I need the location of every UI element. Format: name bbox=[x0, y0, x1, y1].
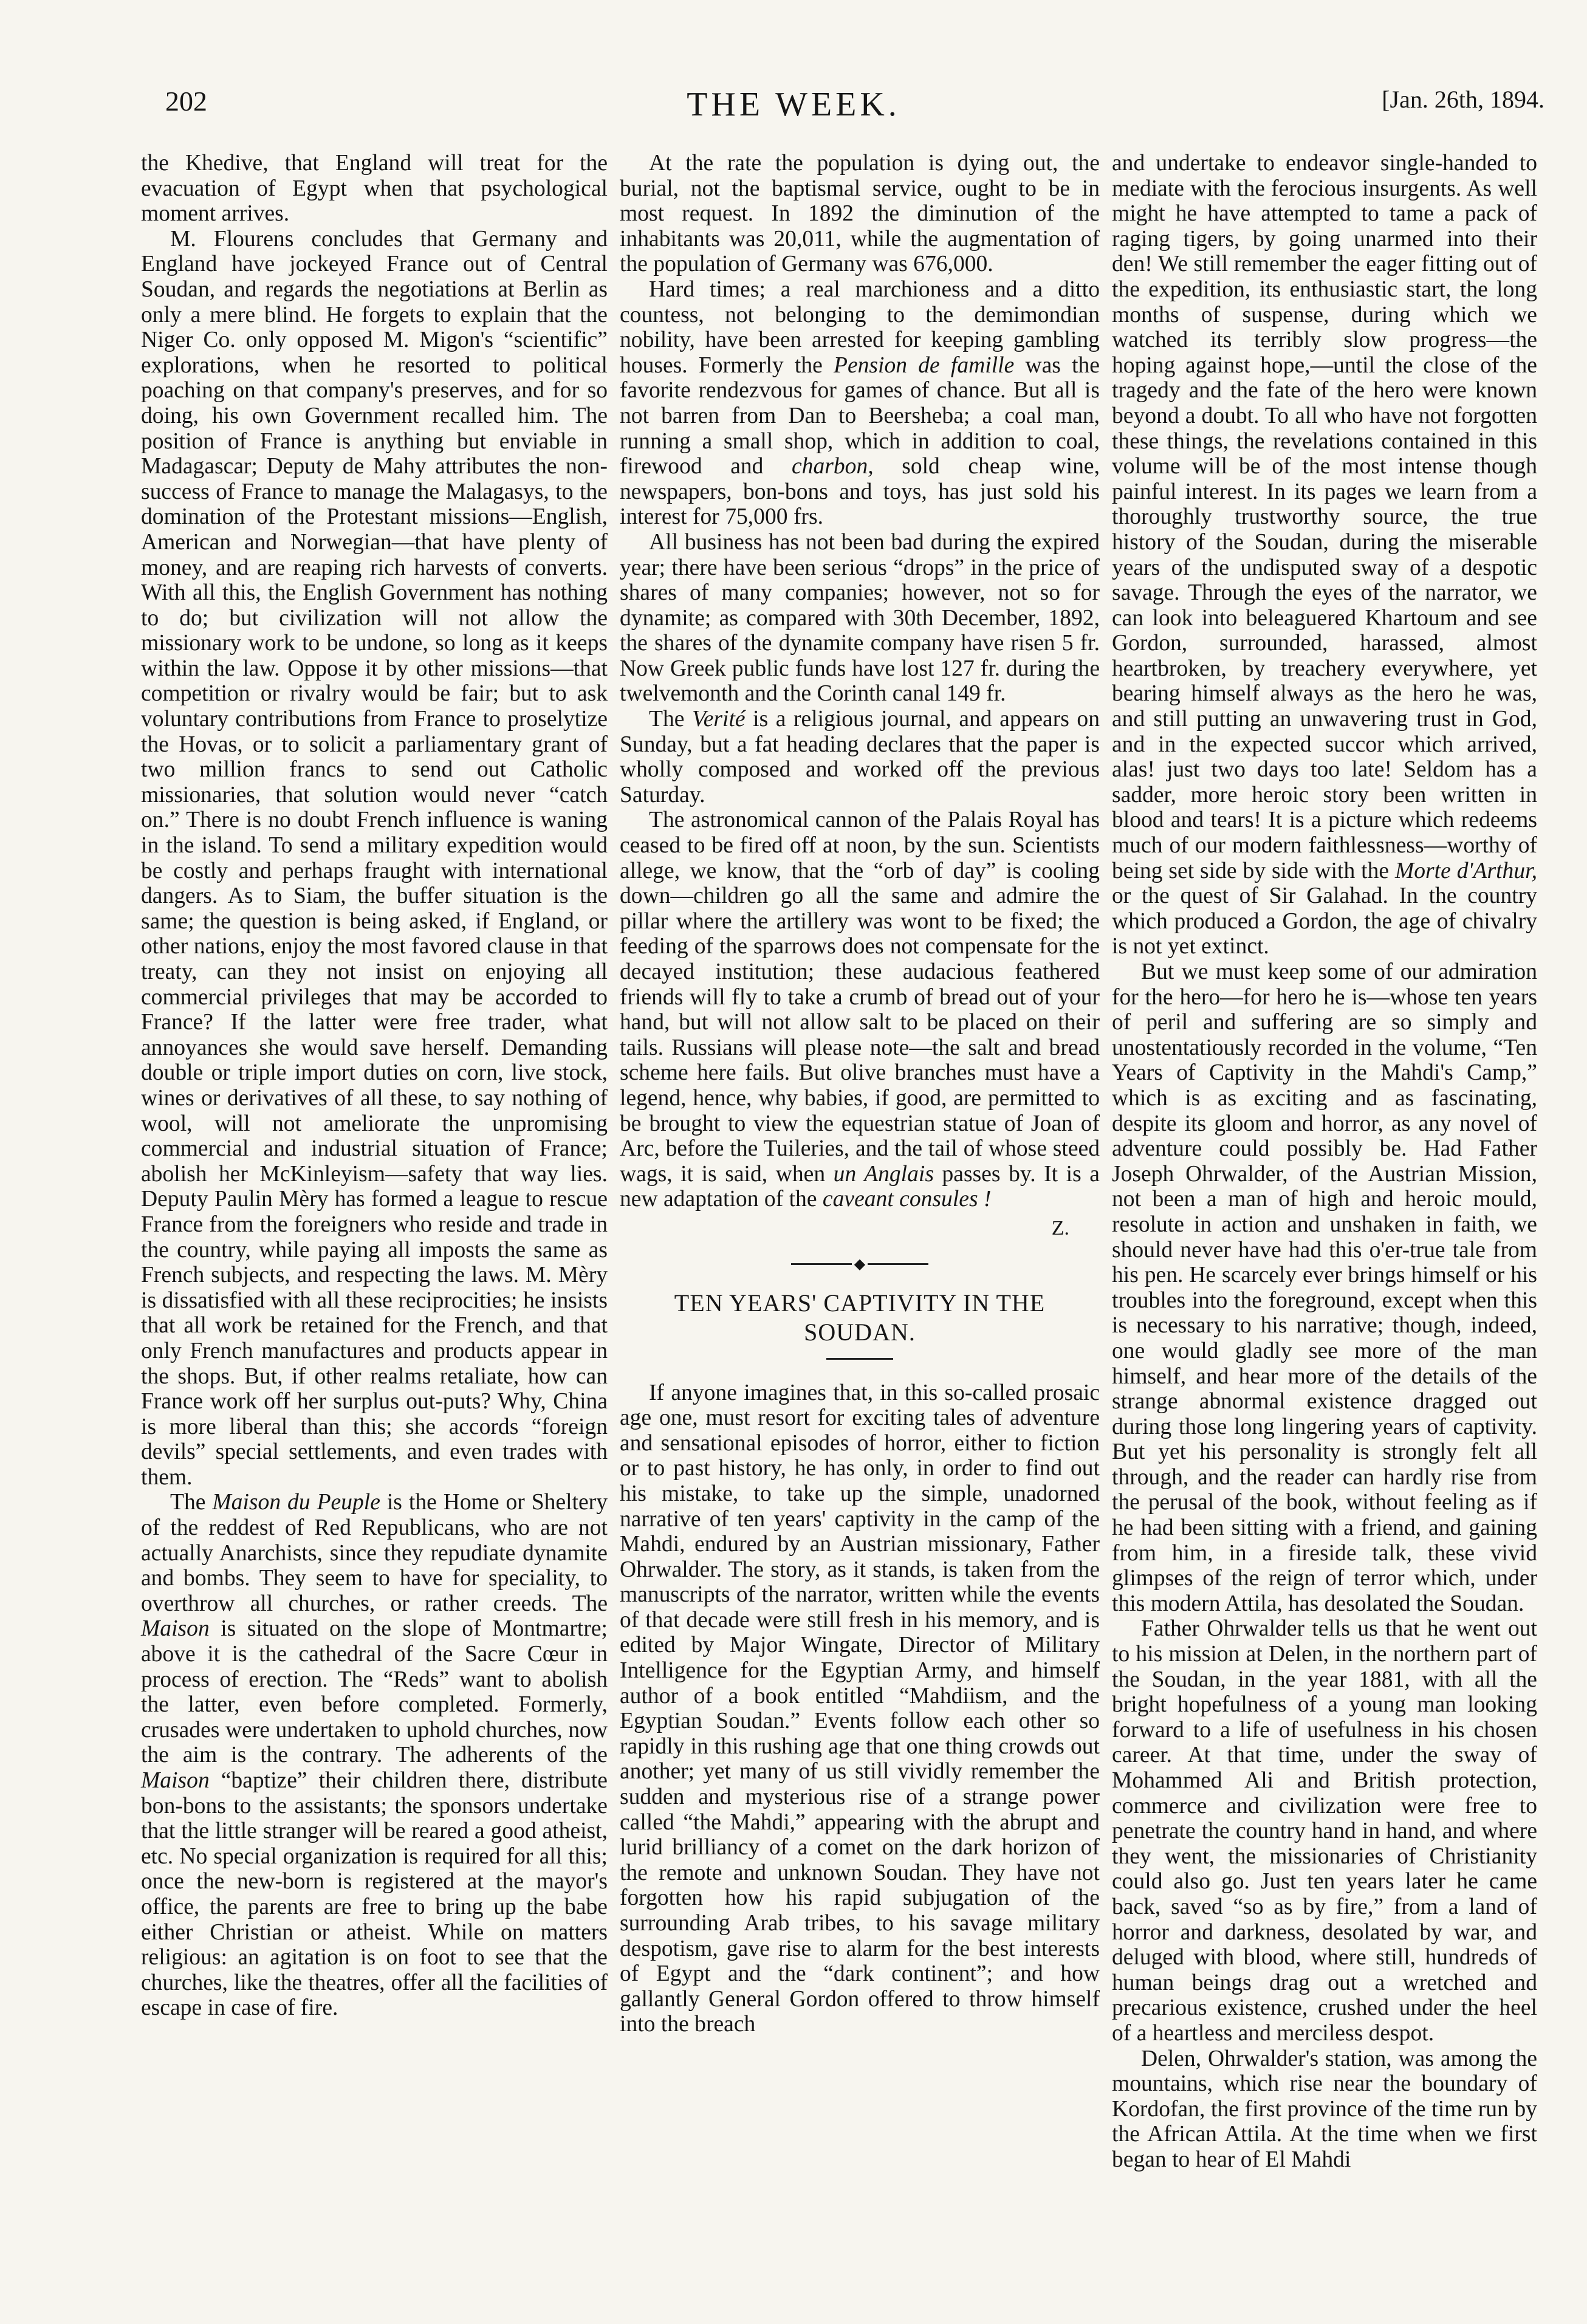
paragraph: Hard times; a real marchioness and a ditto countess, not belonging to the demimondian nobility, have been arrested for keeping gambling houses. Formerly the Pension de famille was the favorite rendezvous for games of chance. But all is not barren from Dan to Beersheba; a coal man, running a small shop, which in addition to coal, firewood and charbon, sold cheap wine, newspapers, bon-bons and toys, has just sold his interest for 75,000 frs. bbox=[620, 276, 1100, 530]
paragraph: M. Flourens concludes that Germany and England have jockeyed France out of Central Soudan, and regards the negotiations at Berlin as only a mere blind. He forgets to explain that the Niger Co. only opposed M. Migon's “scientific” explorations, when he resorted to political poaching on that company's preserves, and for so doing, his own Government recalled him. The position of France is anything but enviable in Madagascar; Deputy de Mahy attributes the non-success of France to manage the Malagasys, to the domination of the Protestant missions—English, American and Norwegian—that have plenty of money, and are reaping rich harvests of converts. With all this, the English Government has nothing to do; but civilization will not allow the missionary work to be undone, so long as it keeps within the law. Oppose it by other missions—that competition or rivalry would be fair; but to ask voluntary contributions from France to proselytize the Hovas, or to solicit a parliamentary grant of two million francs to send out Catholic missionaries, that solution would never “catch on.” There is no doubt French influence is waning in the island. To send a military expedition would be costly and perhaps fraught with international dangers. As to Siam, the buffer situation is the same; the question is being asked, if England, or other nations, enjoy the most favored clause in that treaty, can they not insist on enjoying all commercial privileges that may be accorded to France? If the latter were free trader, what annoyances she would save herself. Demanding double or triple import duties on corn, live stock, wines or derivatives of all these, to say nothing of wool, will not ameliorate the unpromising commercial and industrial situation of France; abolish her McKinleyism—safety that way lies. Deputy Paulin Mèry has formed a league to rescue France from the foreigners who reside and trade in the country, while paying all imposts the same as French subjects, and respecting the laws. M. Mèry is dissatisfied with all these reciprocities; he insists that all work be retained for the French, and that only French manufactures and products appear in the shops. But, if other realms retaliate, how can France work off her surplus out-puts? Why, China is more liberal than this; she accords “foreign devils” special settlements, and even trades with them. bbox=[141, 226, 608, 1490]
page-number: 202 bbox=[165, 86, 207, 117]
column-1 bbox=[141, 151, 608, 2021]
article-title: TEN YEARS' CAPTIVITY IN THE SOUDAN. bbox=[674, 1289, 1046, 1346]
paragraph: the Khedive, that England will treat for the evacuation of Egypt when that psychological moment arrives. bbox=[141, 151, 608, 227]
paragraph: and undertake to endeavor single-handed to mediate with the ferocious insurgents. As well might he have attempted to tame a pack of raging tigers, by going unarmed into their den! We still remember the eager fitting out of the expedition, its enthusiastic start, the long months of suspense, during which we watched its terribly slow progress—the hoping against hope,—until the close of the tragedy and the fate of the hero were known beyond a doubt. To all who have not forgotten these things, the revelations contained in this volume will be of the most intense though painful interest. In its pages we learn from a thoroughly trustworthy source, the true history of the Soudan, during the miserable years of the undisputed sway of a despotic savage. Through the eyes of the narrator, we can look into beleaguered Khartoum and see Gordon, surrounded, harassed, almost heartbroken, by treachery everywhere, yet bearing himself always as the hero he was, and still putting an unwavering trust in God, and in the expected succor which arrived, alas! just two days too late! Seldom has a sadder, more heroic story been written in blood and tears! It is a picture which redeems much of our modern faithlessness—worthy of being set side by side with the Morte d'Arthur, or the quest of Sir Galahad. In the country which produced a Gordon, the age of chivalry is not yet extinct. bbox=[1112, 151, 1537, 959]
paragraph: If anyone imagines that, in this so-called prosaic age one, must resort for exciting tales of adventure and sensational episodes of horror, either to fiction or to past history, he has only, in order to find out his mistake, to take up the simple, unadorned narrative of ten years' captivity in the camp of the Mahdi, endured by an Austrian missionary, Father Ohrwalder. The story, as it stands, is taken from the manuscripts of the narrator, written while the events of that decade were still fresh in his memory, and is edited by Major Wingate, Director of Military Intelligence for the Egyptian Army, and himself author of a book entitled “Mahdiism, and the Egyptian Soudan.” Events follow each other so rapidly in this rushing age that one thing crowds out another; yet many of us still vividly remember the sudden and mysterious rise of a strange power called “the Mahdi,” appearing with the abrupt and lurid brilliancy of a comet on the dark horizon of the remote and unknown Soudan. They have not forgotten how his rapid subjugation of the surrounding Arab tribes, to his savage military despotism, gave rise to alarm for the best interests of Egypt and the “dark continent”; and how gallantly General Gordon offered to throw himself into the breach bbox=[620, 1380, 1100, 2037]
section-divider bbox=[620, 1257, 1100, 1272]
paragraph: Father Ohrwalder tells us that he went out to his mission at Delen, in the northern part of the Soudan, in the year 1881, with all the bright hopefulness of a young man looking forward to a life of usefulness in his chosen career. At that time, under the sway of Mohammed Ali and British protection, commerce and civilization were free to penetrate the country hand in hand, and where they went, the missionaries of Christianity could also go. Just ten years later he came back, saved “so as by fire,” from a land of horror and darkness, desolated by war, and deluged with blood, where still, hundreds of human beings drag out a wretched and precarious existence, crushed under the heel of a heartless and merciless despot. bbox=[1112, 1616, 1537, 2046]
column-3 bbox=[1112, 151, 1537, 2173]
column-2 bbox=[620, 151, 1100, 2037]
title-rule bbox=[826, 1358, 893, 1360]
paragraph: All business has not been bad during the expired year; there have been serious “drops” in the price of shares of many companies; however, not so for dynamite; as compared with 30th December, 1892, the shares of the dynamite company have risen 5 fr. Now Greek public funds have lost 127 fr. during the twelvemonth and the Corinth canal 149 fr. bbox=[620, 529, 1100, 707]
paragraph: Delen, Ohrwalder's station, was among the mountains, which rise near the boundary of Kordofan, the first province of the time run by the African Attila. At the time when we first began to hear of El Mahdi bbox=[1112, 2046, 1537, 2172]
masthead-title: THE WEEK. bbox=[687, 86, 900, 123]
paragraph: The astronomical cannon of the Palais Royal has ceased to be fired off at noon, by the sun. Scientists allege, we know, that the “orb of day” is cooling down—children go all the same and admire the pillar where the artillery was wont to be fixed; the feeding of the sparrows does not compensate for the decayed institution; these audacious feathered friends will fly to take a crumb of bread out of your hand, but will not allow salt to be placed on their tails. Russians will please note—the salt and bread scheme here fails. But olive branches must have a legend, hence, why babies, if good, are permitted to be brought to view the equestrian statue of Joan of Arc, before the Tuileries, and the tail of whose steed wags, it is said, when un Anglais passes by. It is a new adaptation of the caveant consules ! bbox=[620, 807, 1100, 1212]
paragraph: At the rate the population is dying out, the burial, not the baptismal service, ought to be in most request. In 1892 the diminution of the inhabitants was 20,011, while the augmentation of the population of Germany was 676,000. bbox=[620, 151, 1100, 277]
paragraph: But we must keep some of our admiration for the hero—for hero he is—whose ten years of peril and suffering are so simply and unostentatiously recorded in the volume, “Ten Years of Captivity in the Mahdi's Camp,” which is as exciting and as fascinating, despite its gloom and horror, as any novel of adventure could possibly be. Had Father Joseph Ohrwalder, of the Austrian Mission, not been a man of high and heroic mould, resolute in action and unshaken in faith, we should never have had this o'er-true tale from his pen. He scarcely ever brings himself or his troubles into the foreground, except when this is necessary to his narrative; though, indeed, one would gladly see more of the man himself, and hear more of the details of the strange abnormal existence dragged out during those long lingering years of captivity. But yet his personality is strongly felt all through, and the reader can hardly rise from the perusal of the book, without feeling as if he had been sitting with a friend, and gaining from him, in a fireside talk, these vivid glimpses of the reign of terror which, under this modern Attila, has desolated the Soudan. bbox=[1112, 959, 1537, 1616]
paragraph: The Verité is a religious journal, and appears on Sunday, but a fat heading declares that the paper is wholly composed and worked off the previous Saturday. bbox=[620, 707, 1100, 807]
paragraph-maison-du-peuple: The Maison du Peuple is the Home or Sheltery of the reddest of Red Republicans, who are not actually Anarchists, since they repudiate dynamite and bombs. They seem to have for speciality, to overthrow all churches, or rather creeds. The Maison is situated on the slope of Montmartre; above it is the cathedral of the Sacre Cœur in process of erection. The “Reds” want to abolish the latter, even before completed. Formerly, crusades were undertaken to uphold churches, now the aim is the contrary. The adherents of the Maison “baptize” their children there, distribute bon-bons to the assistants; the sponsors undertake that the little stranger will be reared a good atheist, etc. No special organization is required for all this; once the new-born is registered at the mayor's office, the parents are free to bring up the babe either Christian or atheist. While on matters religious: an agitation is on foot to see that the churches, like the theatres, offer all the facilities of escape in case of fire. bbox=[141, 1490, 608, 2021]
author-signature: Z. bbox=[1051, 1216, 1069, 1239]
ornament-icon: ◆ bbox=[854, 1256, 866, 1272]
issue-date: [Jan. 26th, 1894. bbox=[1382, 86, 1544, 113]
